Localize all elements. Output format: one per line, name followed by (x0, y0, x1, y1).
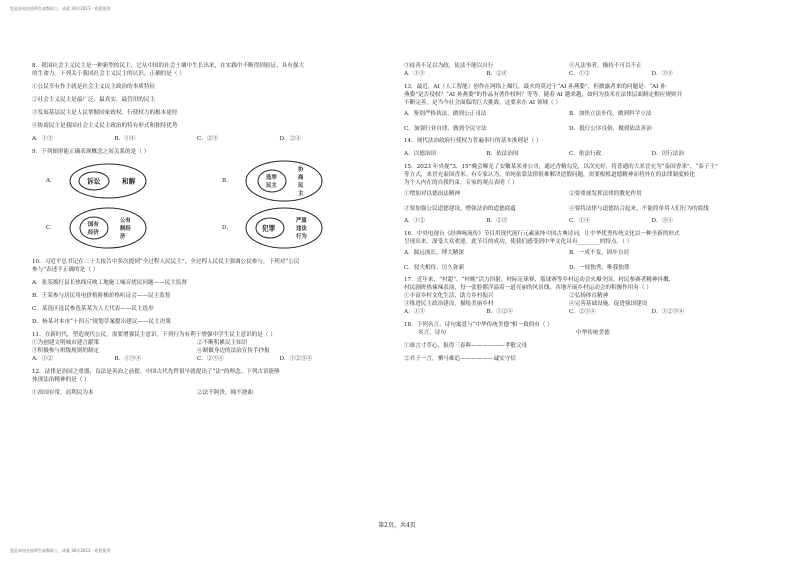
q18-statement-1: ①谁言寸草心，报得三春晖——————孝敬父母 (404, 343, 528, 349)
q9-c-inner-text-1: 国有 (88, 222, 99, 228)
q9-diagram-a (68, 162, 148, 200)
q17-option-a[interactable]: A．①③ (404, 309, 425, 315)
q18-stem: 18．下列名言、诗句寓意与“中华传统美德”相一致的有（ ） (404, 322, 553, 328)
q11-stem: 11．在新时代，塑造现代公民，需要增强民主意识。下列行为有利于增强中学生民主意识的是（ ） (32, 332, 276, 338)
q9-a-outer-text: 和解 (122, 177, 136, 186)
q16-option-b[interactable]: B．一成不变、固步自封 (569, 250, 630, 256)
q13-stem-2: 燕姿”是否侵权？“AI 孙燕姿”的作品有著作权吗？等等。随着 AI 越来越，如何为技术在法律层面制定相应规则并 (404, 92, 683, 98)
q17-statement-4: ④完善基础设施，促进强国建设 (569, 301, 648, 307)
q12-stem: 12．法律是治国之重器，良法是善治之前提。中国古代先哲很早就提出了“法”的理念。下列古语能够 (32, 369, 280, 375)
q15-statement-3: ③要加强公民道德建设，增强法治的道德底蕴 (404, 206, 516, 212)
q17-option-c[interactable]: C．②③④ (569, 309, 596, 315)
q9-c-outer-text-3: 济 (120, 234, 126, 240)
q18-statement-2: ②君子一言，驷马难追——————诚实守信 (404, 356, 516, 362)
q12-statement-4: ④凡法事者，操持不可以不正 (569, 63, 642, 69)
q17-statement-3: ③推进民主政治建设，描绘美丽乡村 (404, 301, 494, 307)
q13-option-a[interactable]: A．鉴别严格执法，做到公正司法 (404, 111, 487, 117)
q18-header-right: 中华传统美德 (576, 330, 610, 336)
q17-statements-row-2 (404, 300, 734, 308)
q9-b-outer-text-4: 主 (298, 191, 304, 197)
q16-stem-2: 呈现出来，深受大众欢迎。此节目的成功，使我们感受到中华文化具有________的特点。（ ） (404, 239, 633, 245)
q12-statement-1: ①治国有常，而利民为本 (32, 390, 94, 396)
q9-d-outer-text-2: 违法 (296, 226, 307, 232)
q11-statement-4: ④制做身边的法治宣传手抄报 (197, 348, 270, 354)
q17-statements-row-1 (404, 292, 734, 300)
q9-b-inner-text-1: 选举 (266, 175, 277, 181)
q9-b-inner-text-2: 民主 (266, 183, 277, 189)
q11-options (32, 355, 362, 363)
q9-c-outer-text-1: 公有 (120, 218, 131, 224)
q9-b-outer-text-1: 协 (298, 167, 304, 173)
q12-option-a[interactable]: A．①③ (404, 71, 425, 77)
left-column (32, 62, 362, 397)
q9-c-outer-text-2: 制经 (120, 226, 131, 232)
q9-option-c-label[interactable]: C． (46, 225, 56, 231)
q12-statement-3: ③徒善不足以为政，徒法不能以自行 (404, 63, 494, 69)
q9-d-outer-text-1: 严重 (296, 218, 307, 224)
q9-diagrams-row-2 (32, 206, 362, 250)
q15-statement-1: ①增加对以德治法精神 (404, 191, 460, 197)
q15-statement-2: ②要重视发挥法律的教化作用 (569, 191, 642, 197)
q8-option-d[interactable]: D．②④ (279, 136, 301, 142)
q14-option-c[interactable]: C．依法行政 (569, 151, 602, 157)
watermark-bottom: 您是本校在校师生或教职工，成就 30计2013 · 欢迎使用 (10, 548, 111, 553)
right-column (404, 62, 734, 363)
q8-statement-2: ②社会主义民主是最广泛、最真实、最管用的民主 (32, 97, 156, 103)
q15-stem-3: 为个人内在的自我约束。专家的观点表明（ ） (404, 180, 518, 186)
q16-option-c[interactable]: C．驳夫相侍、厉久弥新 (404, 265, 465, 271)
q11-statement-1: ①为创建文明城市建言献策 (32, 340, 100, 346)
q12-option-d[interactable]: D．③④ (651, 71, 673, 77)
q13-option-d[interactable]: D．抵行公序良俗，做到依法善治 (569, 126, 652, 132)
q8-options (32, 135, 362, 143)
q16-options (404, 246, 734, 276)
q11-option-d[interactable]: D．①②③④ (279, 356, 312, 362)
q9-diagram-b (244, 159, 324, 203)
q16-stem: 16．中央电视台《经典咏流传》节目用现代流行元素演绎中国古典诗词，让中华优秀传统文化以一种全新的形式 (404, 231, 680, 237)
q11-option-a[interactable]: A．①② (32, 356, 53, 362)
q17-stem-2: 村民剧班热辣辣表演，每一张脸都洋溢着一道亮丽的风景线。各地开展乡村运动会的积极作用有（ ） (404, 285, 652, 291)
q9-c-inner-text-2: 经济 (88, 230, 99, 236)
q17-statement-1: ①丰富乡村文化生活，助力乡村振兴 (404, 293, 494, 299)
q12-statement-2: ②法不阿贵，绳不挠曲 (197, 390, 253, 396)
q15-options (404, 217, 734, 225)
q18-header-left: 名言、诗句 (418, 330, 446, 336)
q15-statement-4: ④要将法律与道德结合起来，不能简单用人们行为的底线 (569, 206, 709, 212)
q8-stem-2: 的生命力。下列关于我国社会主义民主的认识，正确的是（ ） (32, 71, 185, 77)
q9-diagram-c (68, 206, 148, 250)
q11-statements-row-1 (32, 339, 362, 347)
q15-option-a[interactable]: A．①② (404, 218, 425, 224)
q9-b-outer-text-2: 商 (298, 175, 304, 181)
q9-d-inner-text: 犯罪 (262, 224, 276, 233)
q14-option-d[interactable]: D．厉行法治 (651, 151, 684, 157)
q10-option-b[interactable]: B．王某参与居民用电价格阶梯价格听证会——民主监督 (32, 293, 171, 299)
q14-stem: 14．现代法治政府行使权力普遍奉行的基本准则是（ ） (404, 138, 542, 144)
q8-statement-3: ③发展基层民主是人民掌握国家政权、行使权力的根本途径 (32, 110, 178, 116)
q15-option-c[interactable]: C．①④ (569, 218, 591, 224)
q8-option-b[interactable]: B．①④ (114, 136, 136, 142)
q12-stem-2: 体现法治精神的是（ ） (32, 377, 90, 383)
q9-option-a-label[interactable]: A． (46, 178, 56, 184)
q8-option-a[interactable]: A．①③ (32, 136, 53, 142)
q13-option-b[interactable]: B．加快立法步伐，做到科学立法 (569, 111, 652, 117)
q11-statement-2: ②不断积累民主知识 (197, 340, 248, 346)
q13-stem-3: 不断完善，是当今社会面临的巨大挑战。这要求在 AI 领域（ ） (404, 100, 562, 106)
q13-options (404, 107, 734, 137)
q16-option-d[interactable]: D．一枝独秀、唯我独尊 (569, 265, 630, 271)
q12-option-c[interactable]: C．①② (569, 71, 591, 77)
q17-statement-2: ②弘扬体育精神 (569, 293, 609, 299)
q18-table-header (404, 329, 734, 337)
q10-option-a[interactable]: A．张某拨打县长热线反映工地施工噪音扰民问题——民主监督 (32, 280, 188, 286)
q17-option-d[interactable]: D．①②③④ (651, 309, 684, 315)
q9-diagrams-row-1 (32, 159, 362, 203)
q15-stem: 15．2023 年央视“3．15”晚会曝光了安徽某米业公司，通过香精勾兑，以次充好，将普通的大米冒充为“泰国香米”、“泰子王” (404, 164, 718, 170)
q15-option-b[interactable]: B．②③ (486, 218, 508, 224)
q9-option-b-label[interactable]: B． (222, 178, 232, 184)
q17-options (404, 308, 734, 316)
q12-statements-row-2 (404, 62, 734, 70)
q11-option-b[interactable]: B．①③④ (114, 356, 141, 362)
q15-option-d[interactable]: D．③④ (651, 218, 673, 224)
q14-option-a[interactable]: A．以德治国 (404, 151, 437, 157)
q9-stem: 9．下列图形能正确表现概念之间关系的是（ ） (32, 149, 150, 155)
q10-stem-2: 参与”表述不正确的是（ ） (32, 267, 99, 273)
q15-statements (404, 187, 734, 217)
page-number: 第2页，共4页 (378, 522, 416, 529)
q12-options (404, 70, 734, 78)
q13-option-c[interactable]: C．加强行业自律，做到全民守法 (404, 126, 487, 132)
q8-stem: 8．我国社会主义民主是一种新型的民主，它从中国的社会土壤中生长出来，在实践中不断得到验证，具有强大 (32, 63, 305, 69)
q9-d-outer-text-3: 行为 (296, 234, 307, 240)
q9-diagram-d (244, 206, 324, 250)
q12-option-b[interactable]: B．②④ (486, 71, 508, 77)
q16-option-a[interactable]: A．源远流长、博大精深 (404, 250, 464, 256)
q11-statement-3: ③积极参与班级规则的制定 (32, 348, 100, 354)
q10-stem: 10．习近平总书记在二十大报告中多次提到“全过程人民民主”，全过程人民民主强调公民参与，下列对“公民 (32, 259, 300, 265)
q9-option-d-label[interactable]: D． (222, 225, 233, 231)
q10-option-c[interactable]: C．某选区选民参选某某为人大代表——民主选举 (32, 306, 154, 312)
q13-stem: 13．最近，AI（人工智能）创作在网络上爆红，最火的莫过于“AI 孙燕姿”，但披露者来的问题是：“AI 孙 (404, 84, 666, 90)
q11-statements-row-2 (32, 347, 362, 355)
q8-statement-4: ④协商民主是我国社会主义民主政治的特有形式和独特优势 (32, 123, 178, 129)
q8-statement-1: ①公民享有作主就是社会主义民主政治的本质特征 (32, 84, 156, 90)
q14-option-b[interactable]: B．依法治国 (486, 151, 519, 157)
q17-stem: 17．近年来，“村超”、“村晚”活力四射，村际足球赛、篮球赛等乡村运动会火爆全国。村民参赛者精神抖擞， (404, 277, 675, 283)
q8-option-c[interactable]: C．②③ (197, 136, 219, 142)
q12-statements-row-1 (32, 389, 362, 397)
q14-options (404, 150, 734, 158)
watermark-top: 您是本校在校师生或教职工，成就 30计2013 · 欢迎使用 (10, 6, 111, 11)
q9-a-inner-text: 诉讼 (87, 177, 101, 186)
q11-option-c[interactable]: C．②③④ (197, 356, 224, 362)
q17-option-b[interactable]: B．①②④ (486, 309, 513, 315)
q15-stem-2: 等方式，来冒充泰国香米。有专家认为，单纯依靠法律很难解决造假问题，需要根植道德精神而将外在的法律制度转化 (404, 172, 695, 178)
q10-option-d[interactable]: D．杨某对本市“十四五”规划草案提出建议——民主决策 (32, 319, 171, 325)
q9-b-outer-text-3: 民 (298, 183, 304, 189)
